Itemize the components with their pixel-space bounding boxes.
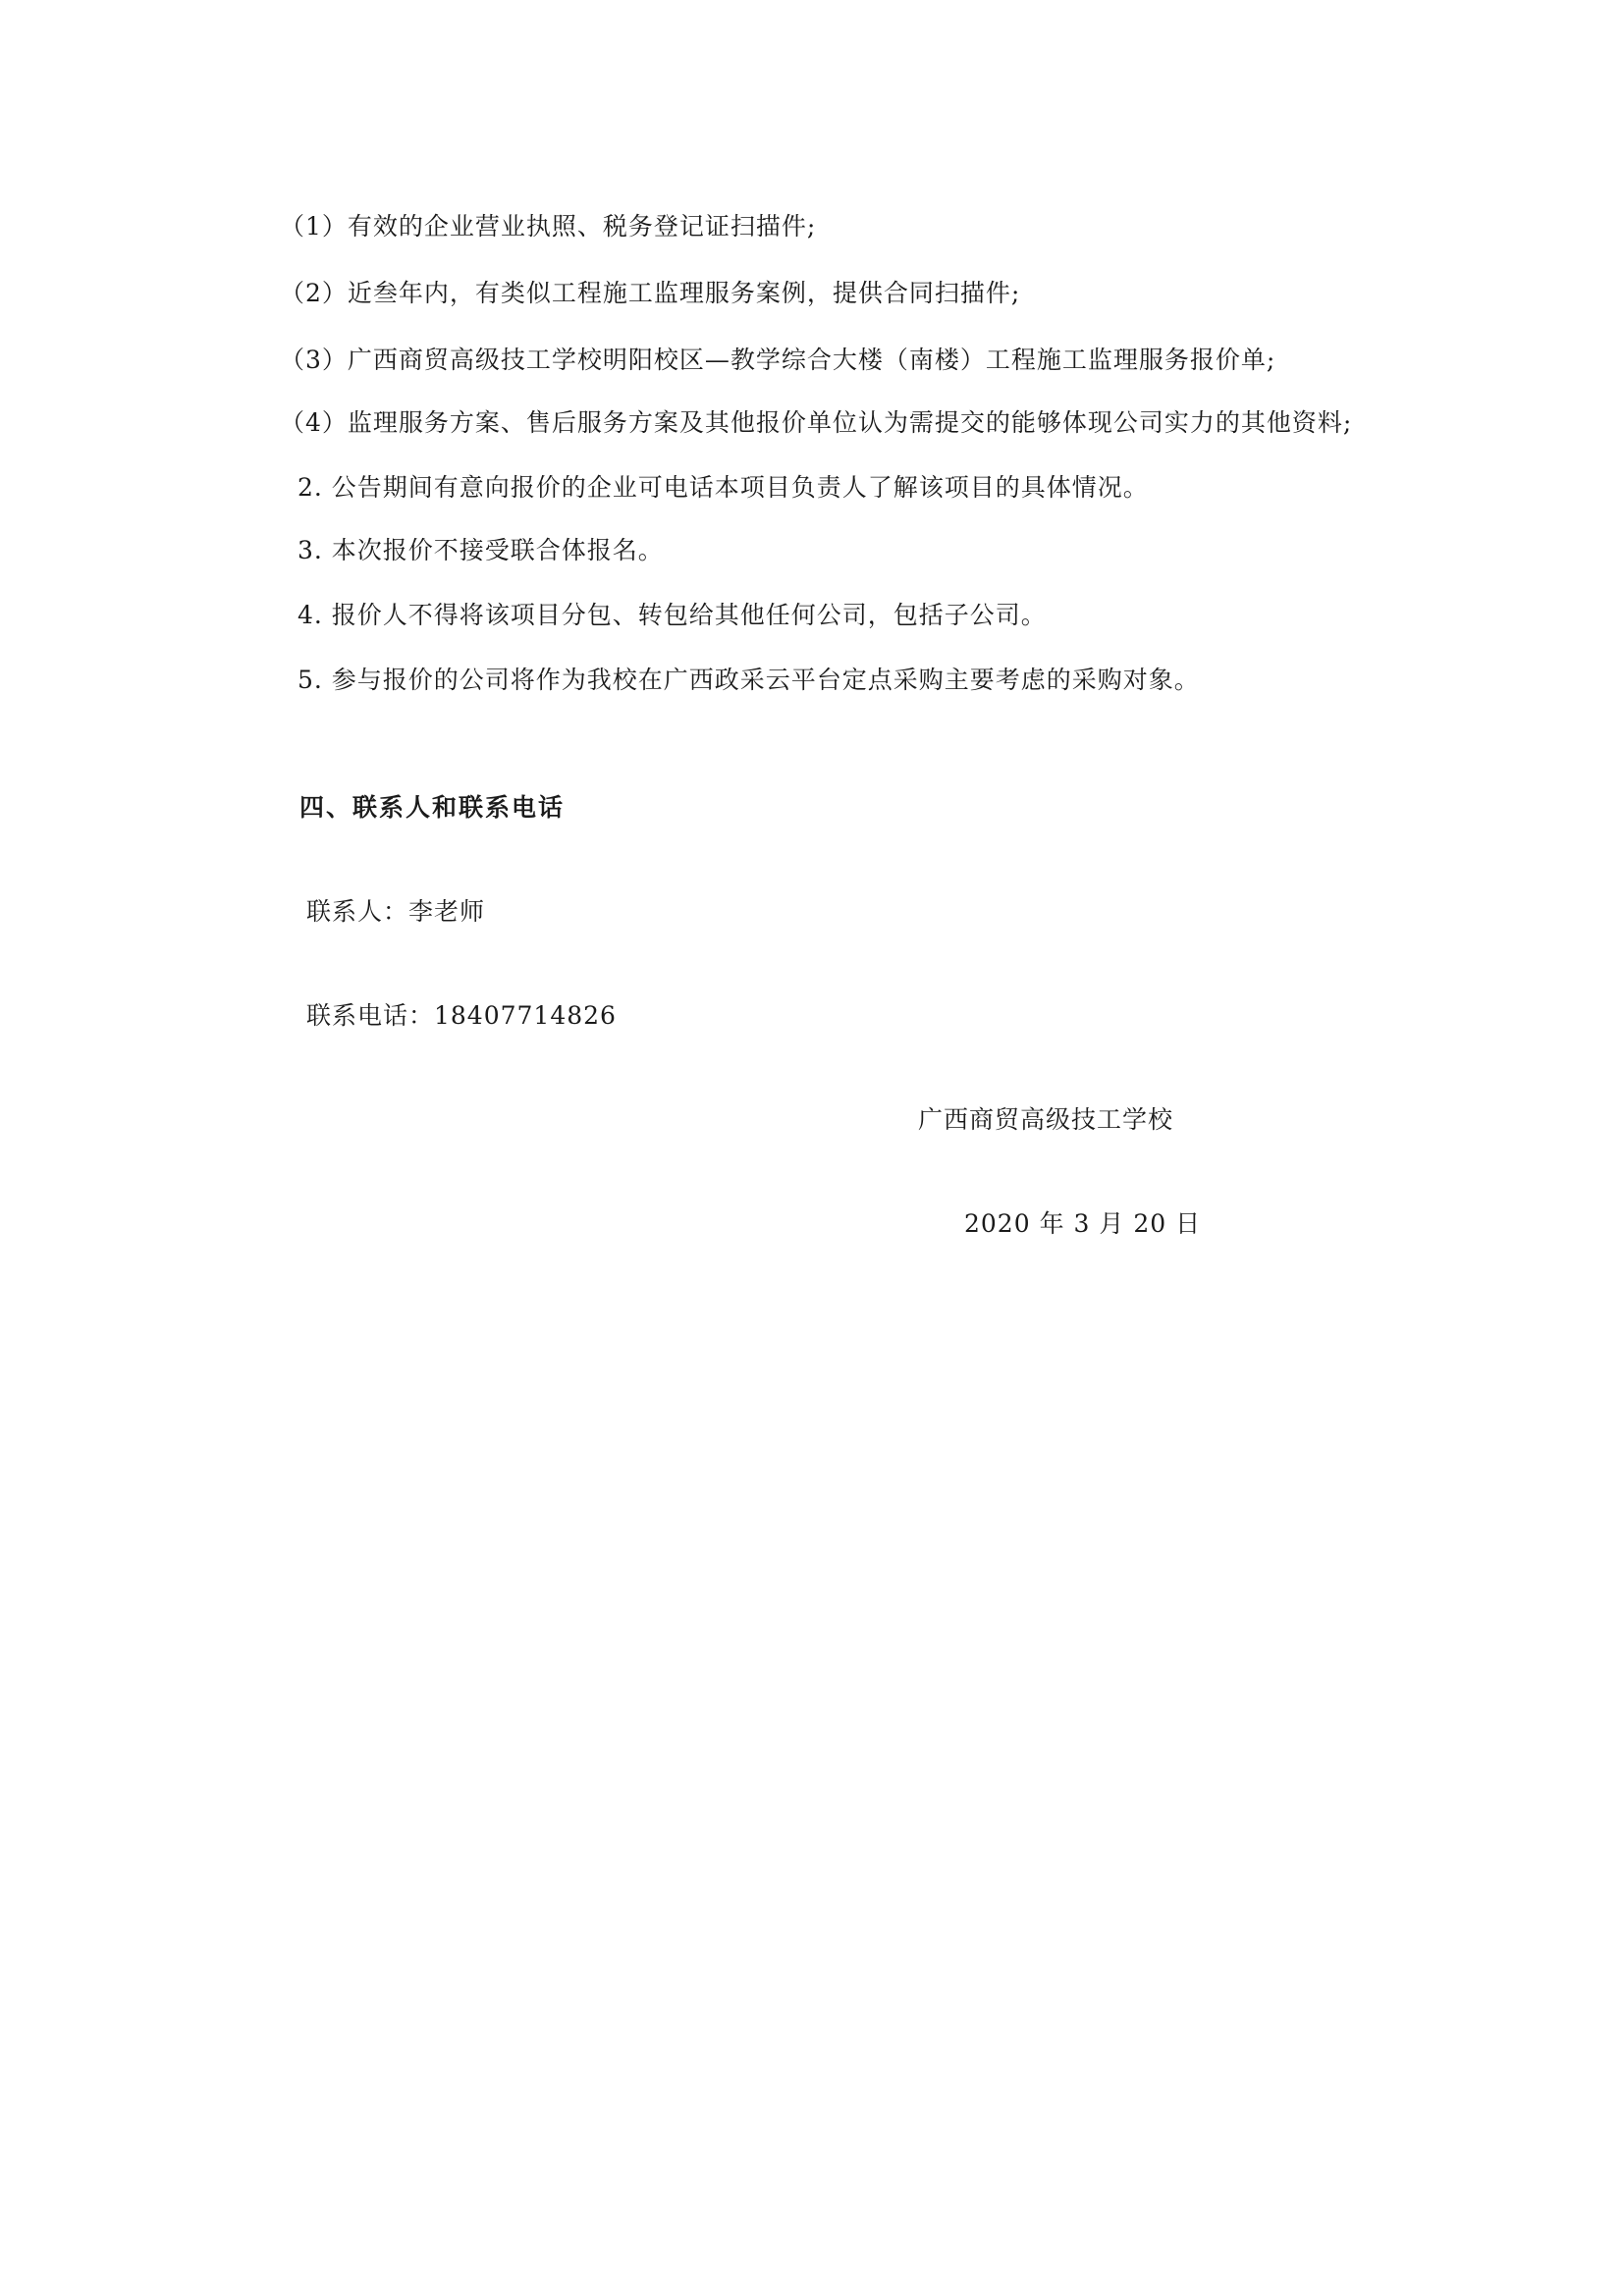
note-item-5: 5. 参与报价的公司将作为我校在广西政采云平台定点采购主要考虑的采购对象。: [298, 666, 1200, 694]
requirement-item-4: （4）监理服务方案、售后服务方案及其他报价单位认为需提交的能够体现公司实力的其他资料;: [280, 408, 1353, 437]
contact-person: 联系人：李老师: [306, 897, 486, 926]
note-item-3: 3. 本次报价不接受联合体报名。: [298, 536, 664, 564]
contact-phone: 联系电话：18407714826: [306, 1001, 617, 1030]
section-heading-contact: 四、联系人和联系电话: [299, 793, 566, 822]
requirement-item-1: （1）有效的企业营业执照、税务登记证扫描件;: [280, 212, 817, 240]
requirement-item-3: （3）广西商贸高级技工学校明阳校区—教学综合大楼（南楼）工程施工监理服务报价单;: [280, 346, 1276, 374]
requirement-item-2: （2）近叁年内，有类似工程施工监理服务案例，提供合同扫描件;: [280, 279, 1021, 307]
signature-organization: 广西商贸高级技工学校: [918, 1105, 1174, 1134]
note-item-4: 4. 报价人不得将该项目分包、转包给其他任何公司，包括子公司。: [298, 601, 1047, 629]
signature-date: 2020 年 3 月 20 日: [964, 1209, 1202, 1238]
note-item-2: 2. 公告期间有意向报价的企业可电话本项目负责人了解该项目的具体情况。: [298, 473, 1149, 502]
